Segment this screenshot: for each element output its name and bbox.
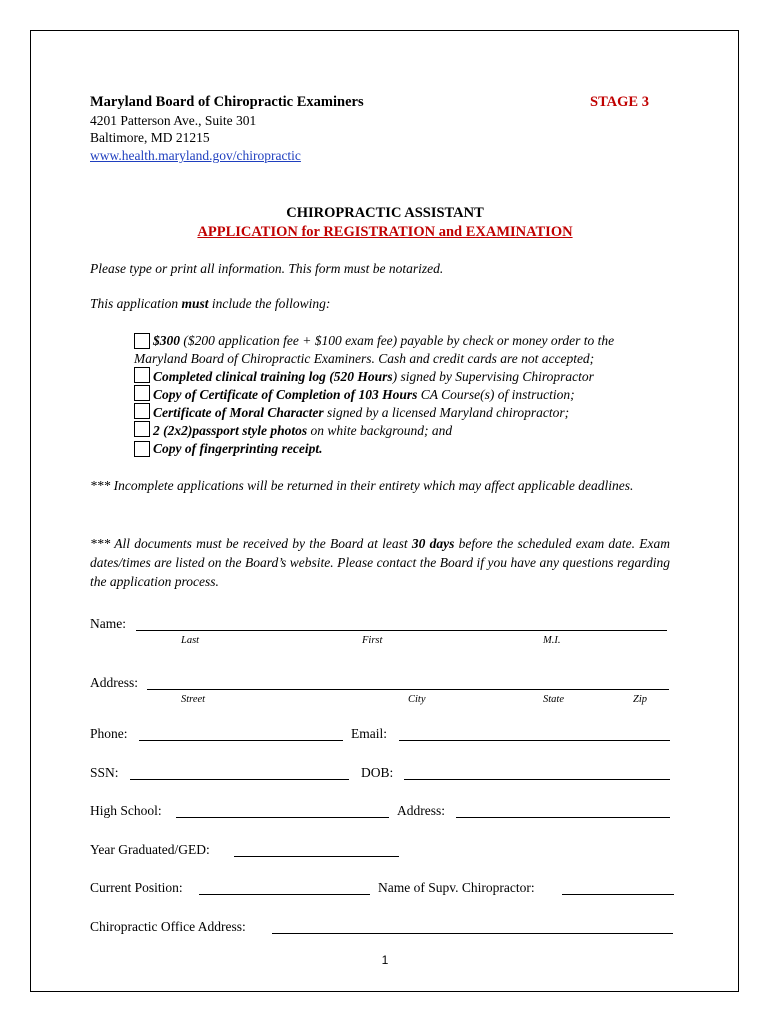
checkbox-fingerprint[interactable]: [134, 441, 150, 457]
org-name: Maryland Board of Chiropractic Examiners: [90, 94, 364, 110]
year-graduated-field[interactable]: [234, 856, 399, 857]
dob-field[interactable]: [404, 779, 670, 780]
req-photos: 2 (2x2)passport style photos on white background; and: [153, 423, 453, 438]
hs-address-label: Address:: [397, 803, 445, 818]
addr-city-caption: City: [408, 694, 426, 705]
checkbox-training-log[interactable]: [134, 367, 150, 383]
req-training-log: Completed clinical training log (520 Hours) signed by Supervising Chiropractor: [153, 369, 594, 384]
current-position-field[interactable]: [199, 894, 370, 895]
form-title: CHIROPRACTIC ASSISTANT: [286, 205, 484, 221]
office-address-field[interactable]: [272, 933, 673, 934]
dob-label: DOB:: [361, 765, 394, 780]
hs-address-field[interactable]: [456, 817, 670, 818]
req-certificate: Copy of Certificate of Completion of 103 Hours CA Course(s) of instruction;: [153, 387, 575, 402]
form-subtitle: APPLICATION for REGISTRATION and EXAMINATION: [197, 224, 573, 240]
checkbox-moral-character[interactable]: [134, 403, 150, 419]
addr-zip-caption: Zip: [633, 694, 648, 705]
high-school-label: High School:: [90, 803, 162, 818]
checkbox-photos[interactable]: [134, 421, 150, 437]
addr-street-caption: Street: [181, 694, 206, 705]
page-number: 1: [381, 953, 389, 967]
phone-label: Phone:: [90, 726, 128, 741]
year-graduated-label: Year Graduated/GED:: [90, 842, 210, 857]
addr-state-caption: State: [543, 694, 564, 705]
name-last-caption: Last: [181, 635, 200, 646]
high-school-field[interactable]: [176, 817, 389, 818]
office-address-label: Chiropractic Office Address:: [90, 919, 246, 934]
address-field[interactable]: [147, 689, 669, 690]
name-first-caption: First: [362, 635, 383, 646]
current-position-label: Current Position:: [90, 880, 183, 895]
phone-field[interactable]: [139, 740, 343, 741]
req-moral-character: Certificate of Moral Character signed by a licensed Maryland chiropractor;: [153, 405, 570, 420]
checkbox-fee[interactable]: [134, 333, 150, 349]
notice-deadline: *** All documents must be received by the Board at least 30 days before the scheduled exam date. Exam dates/times are listed on the Board’s website. Please contact the Board if you have any questions regarding the application process.: [90, 536, 670, 589]
req-fingerprint: Copy of fingerprinting receipt.: [153, 441, 323, 456]
stage-label: STAGE 3: [590, 94, 649, 110]
checkbox-certificate[interactable]: [134, 385, 150, 401]
include-text: This application must include the following:: [90, 296, 331, 311]
req-fee-cont: Maryland Board of Chiropractic Examiners. Cash and credit cards are not accepted;: [134, 351, 595, 366]
website-link[interactable]: www.health.maryland.gov/chiropractic: [90, 148, 301, 163]
req-fee: $300 ($200 application fee + $100 exam fee) payable by check or money order to the: [153, 333, 615, 348]
name-label: Name:: [90, 616, 126, 631]
supv-chiropractor-field[interactable]: [562, 894, 674, 895]
email-label: Email:: [351, 726, 387, 741]
instructions-text: Please type or print all information. This form must be notarized.: [90, 261, 444, 276]
address-line-2: Baltimore, MD 21215: [90, 130, 210, 145]
ssn-label: SSN:: [90, 765, 119, 780]
notice-incomplete: *** Incomplete applications will be returned in their entirety which may affect applicable deadlines.: [90, 478, 634, 493]
ssn-field[interactable]: [130, 779, 349, 780]
name-field[interactable]: [136, 630, 667, 631]
supv-chiropractor-label: Name of Supv. Chiropractor:: [378, 880, 535, 895]
email-field[interactable]: [399, 740, 670, 741]
address-line-1: 4201 Patterson Ave., Suite 301: [90, 113, 257, 128]
name-mi-caption: M.I.: [543, 635, 561, 646]
address-label: Address:: [90, 675, 138, 690]
